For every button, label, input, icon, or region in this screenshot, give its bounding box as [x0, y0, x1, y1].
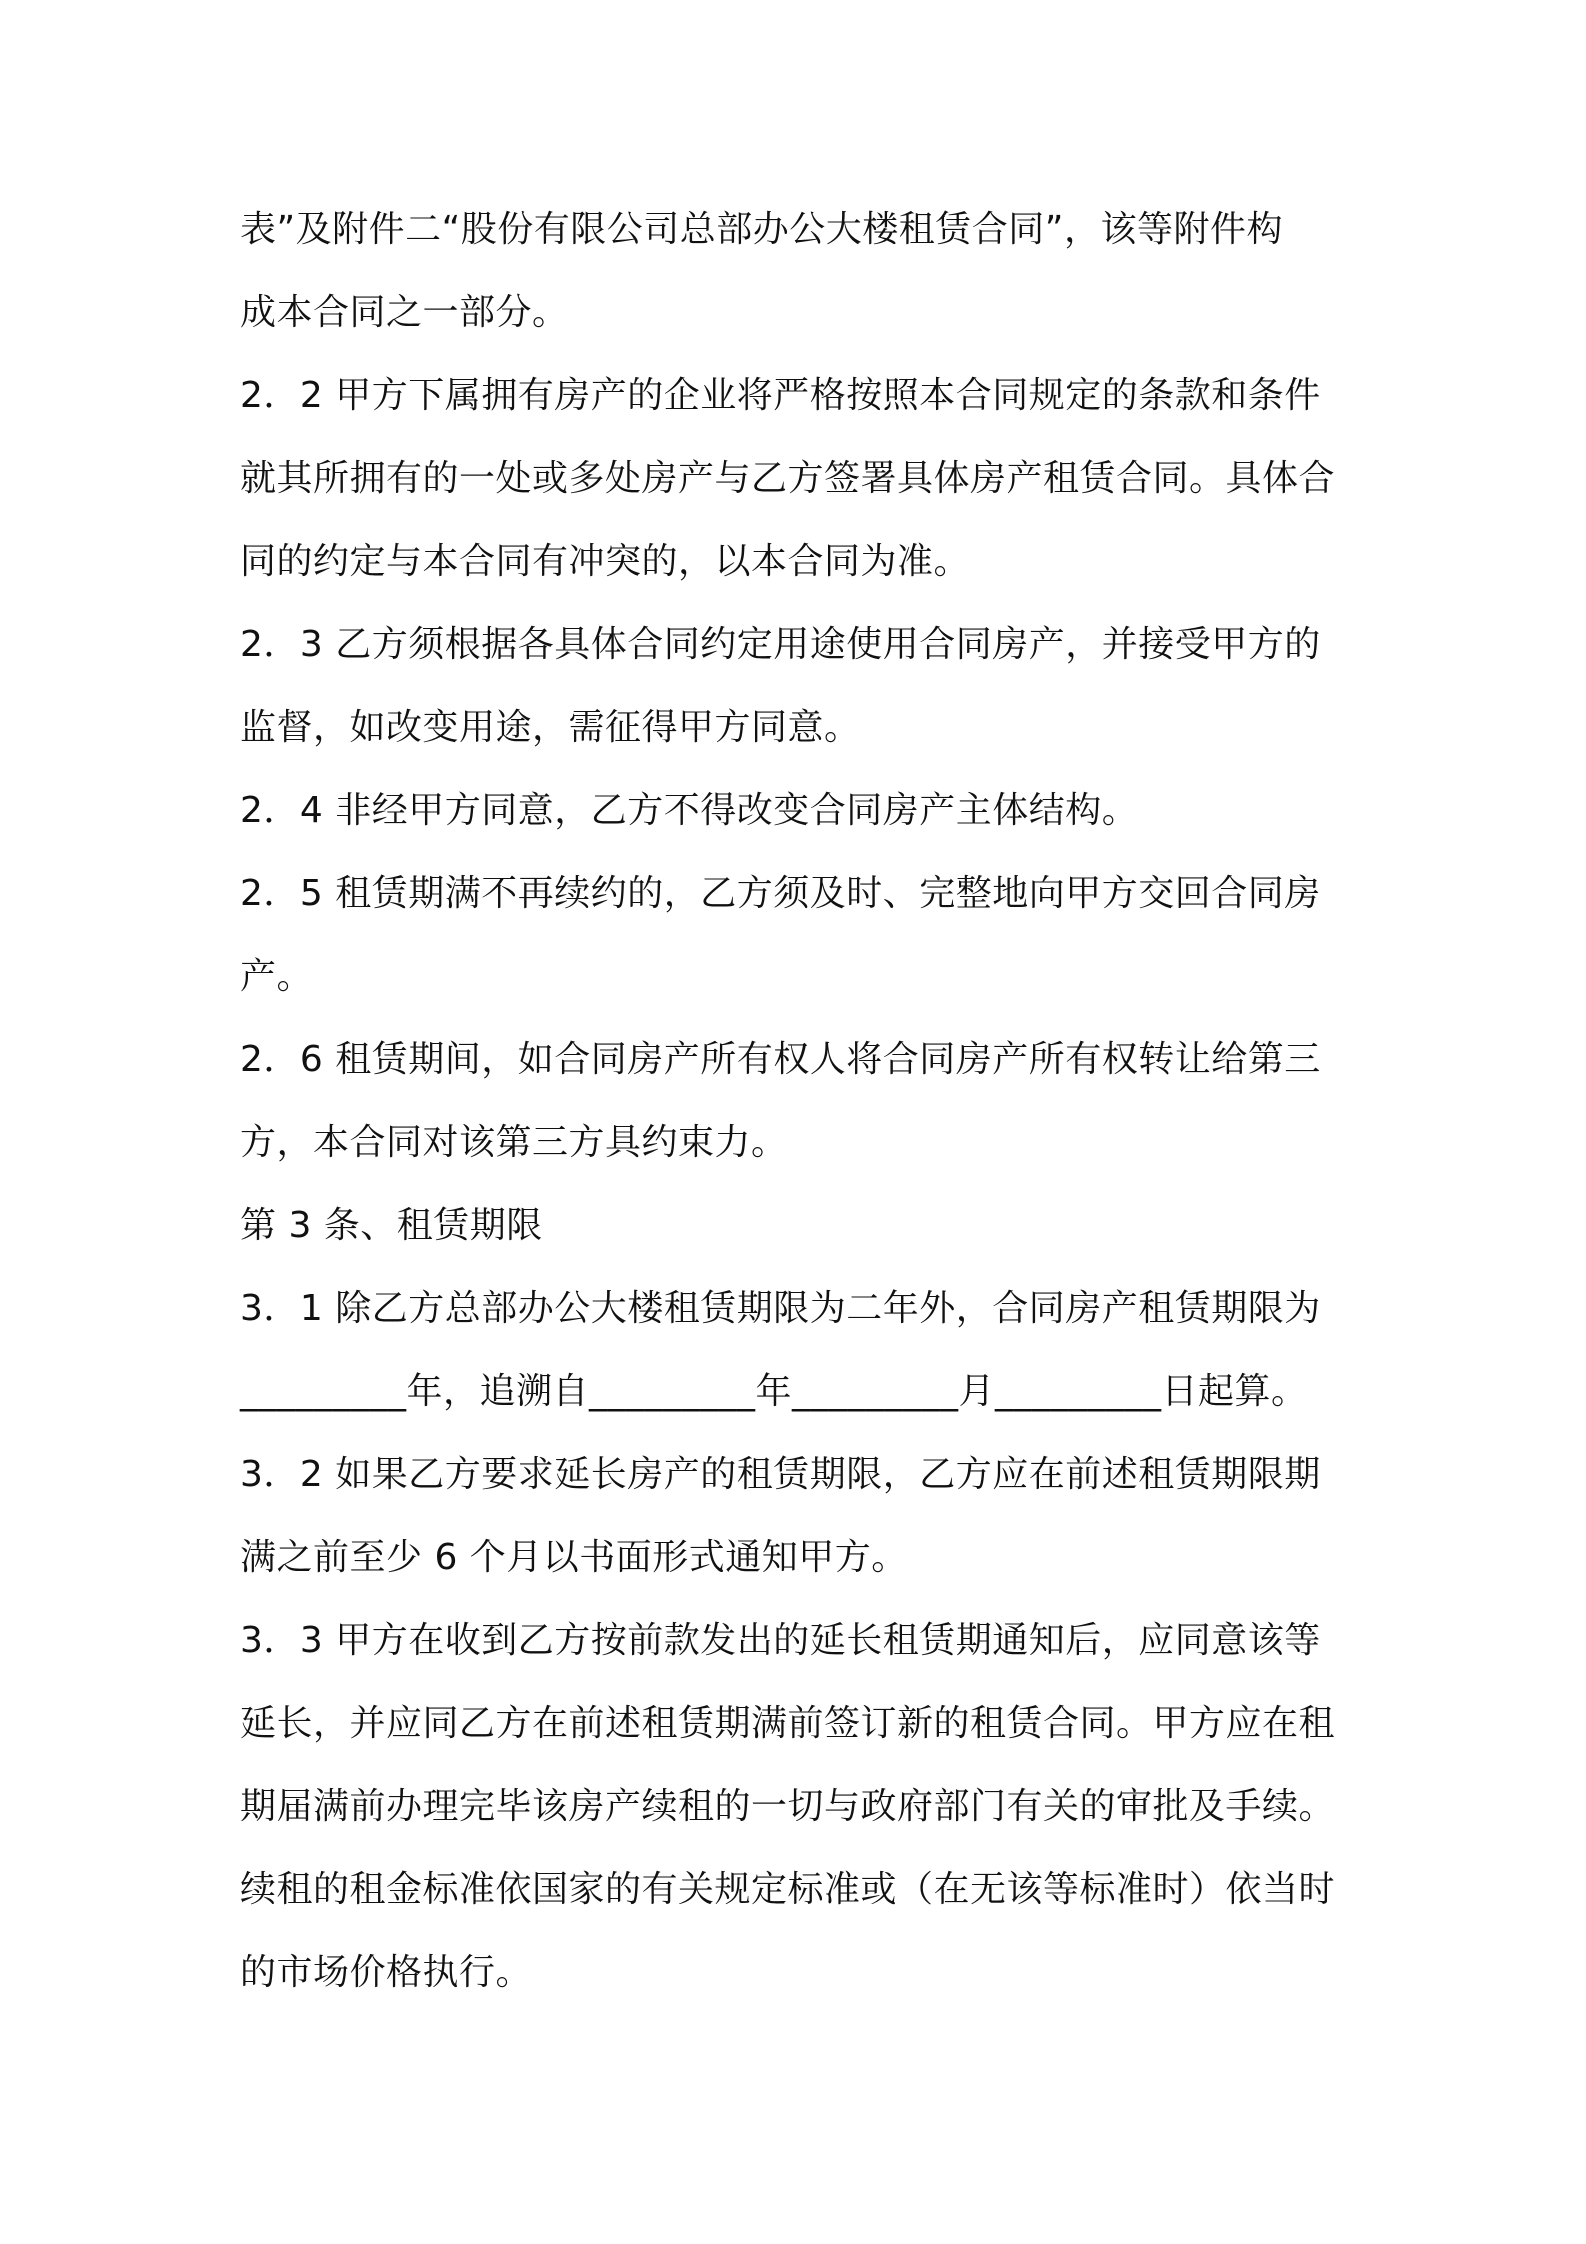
text-line: 续租的租金标准依国家的有关规定标准或（在无该等标准时）依当时	[240, 1869, 1336, 1910]
text-line: 2．4 非经甲方同意，乙方不得改变合同房产主体结构。	[240, 790, 1139, 831]
text-line: 表”及附件二“股份有限公司总部办公大楼租赁合同”，该等附件构	[240, 209, 1283, 250]
text-line: 监督，如改变用途，需征得甲方同意。	[240, 707, 861, 748]
text-line: 2．5 租赁期满不再续约的，乙方须及时、完整地向甲方交回合同房	[240, 873, 1321, 914]
text-line: 成本合同之一部分。	[240, 292, 569, 333]
text-line: 就其所拥有的一处或多处房产与乙方签署具体房产租赁合同。具体合	[240, 458, 1336, 499]
text-line: 3．1 除乙方总部办公大楼租赁期限为二年外，合同房产租赁期限为	[240, 1288, 1321, 1329]
text-line: 的市场价格执行。	[240, 1952, 533, 1993]
text-line: 方，本合同对该第三方具约束力。	[240, 1122, 788, 1163]
text-line: _________年，追溯自_________年_________月_________日起算。	[240, 1371, 1308, 1412]
text-line: 2．3 乙方须根据各具体合同约定用途使用合同房产，并接受甲方的	[240, 624, 1321, 665]
text-line: 期届满前办理完毕该房产续租的一切与政府部门有关的审批及手续。	[240, 1786, 1336, 1827]
text-line: 产。	[240, 956, 314, 997]
text-line: 满之前至少 6 个月以书面形式通知甲方。	[240, 1537, 908, 1578]
text-line: 2．2 甲方下属拥有房产的企业将严格按照本合同规定的条款和条件	[240, 375, 1321, 416]
section-heading: 第 3 条、租赁期限	[240, 1205, 543, 1246]
text-line: 3．3 甲方在收到乙方按前款发出的延长租赁期通知后，应同意该等	[240, 1620, 1321, 1661]
text-line: 2．6 租赁期间，如合同房产所有权人将合同房产所有权转让给第三	[240, 1039, 1321, 1080]
text-line: 同的约定与本合同有冲突的，以本合同为准。	[240, 541, 971, 582]
text-line: 3．2 如果乙方要求延长房产的租赁期限，乙方应在前述租赁期限期	[240, 1454, 1321, 1495]
text-line: 延长，并应同乙方在前述租赁期满前签订新的租赁合同。甲方应在租	[240, 1703, 1336, 1744]
